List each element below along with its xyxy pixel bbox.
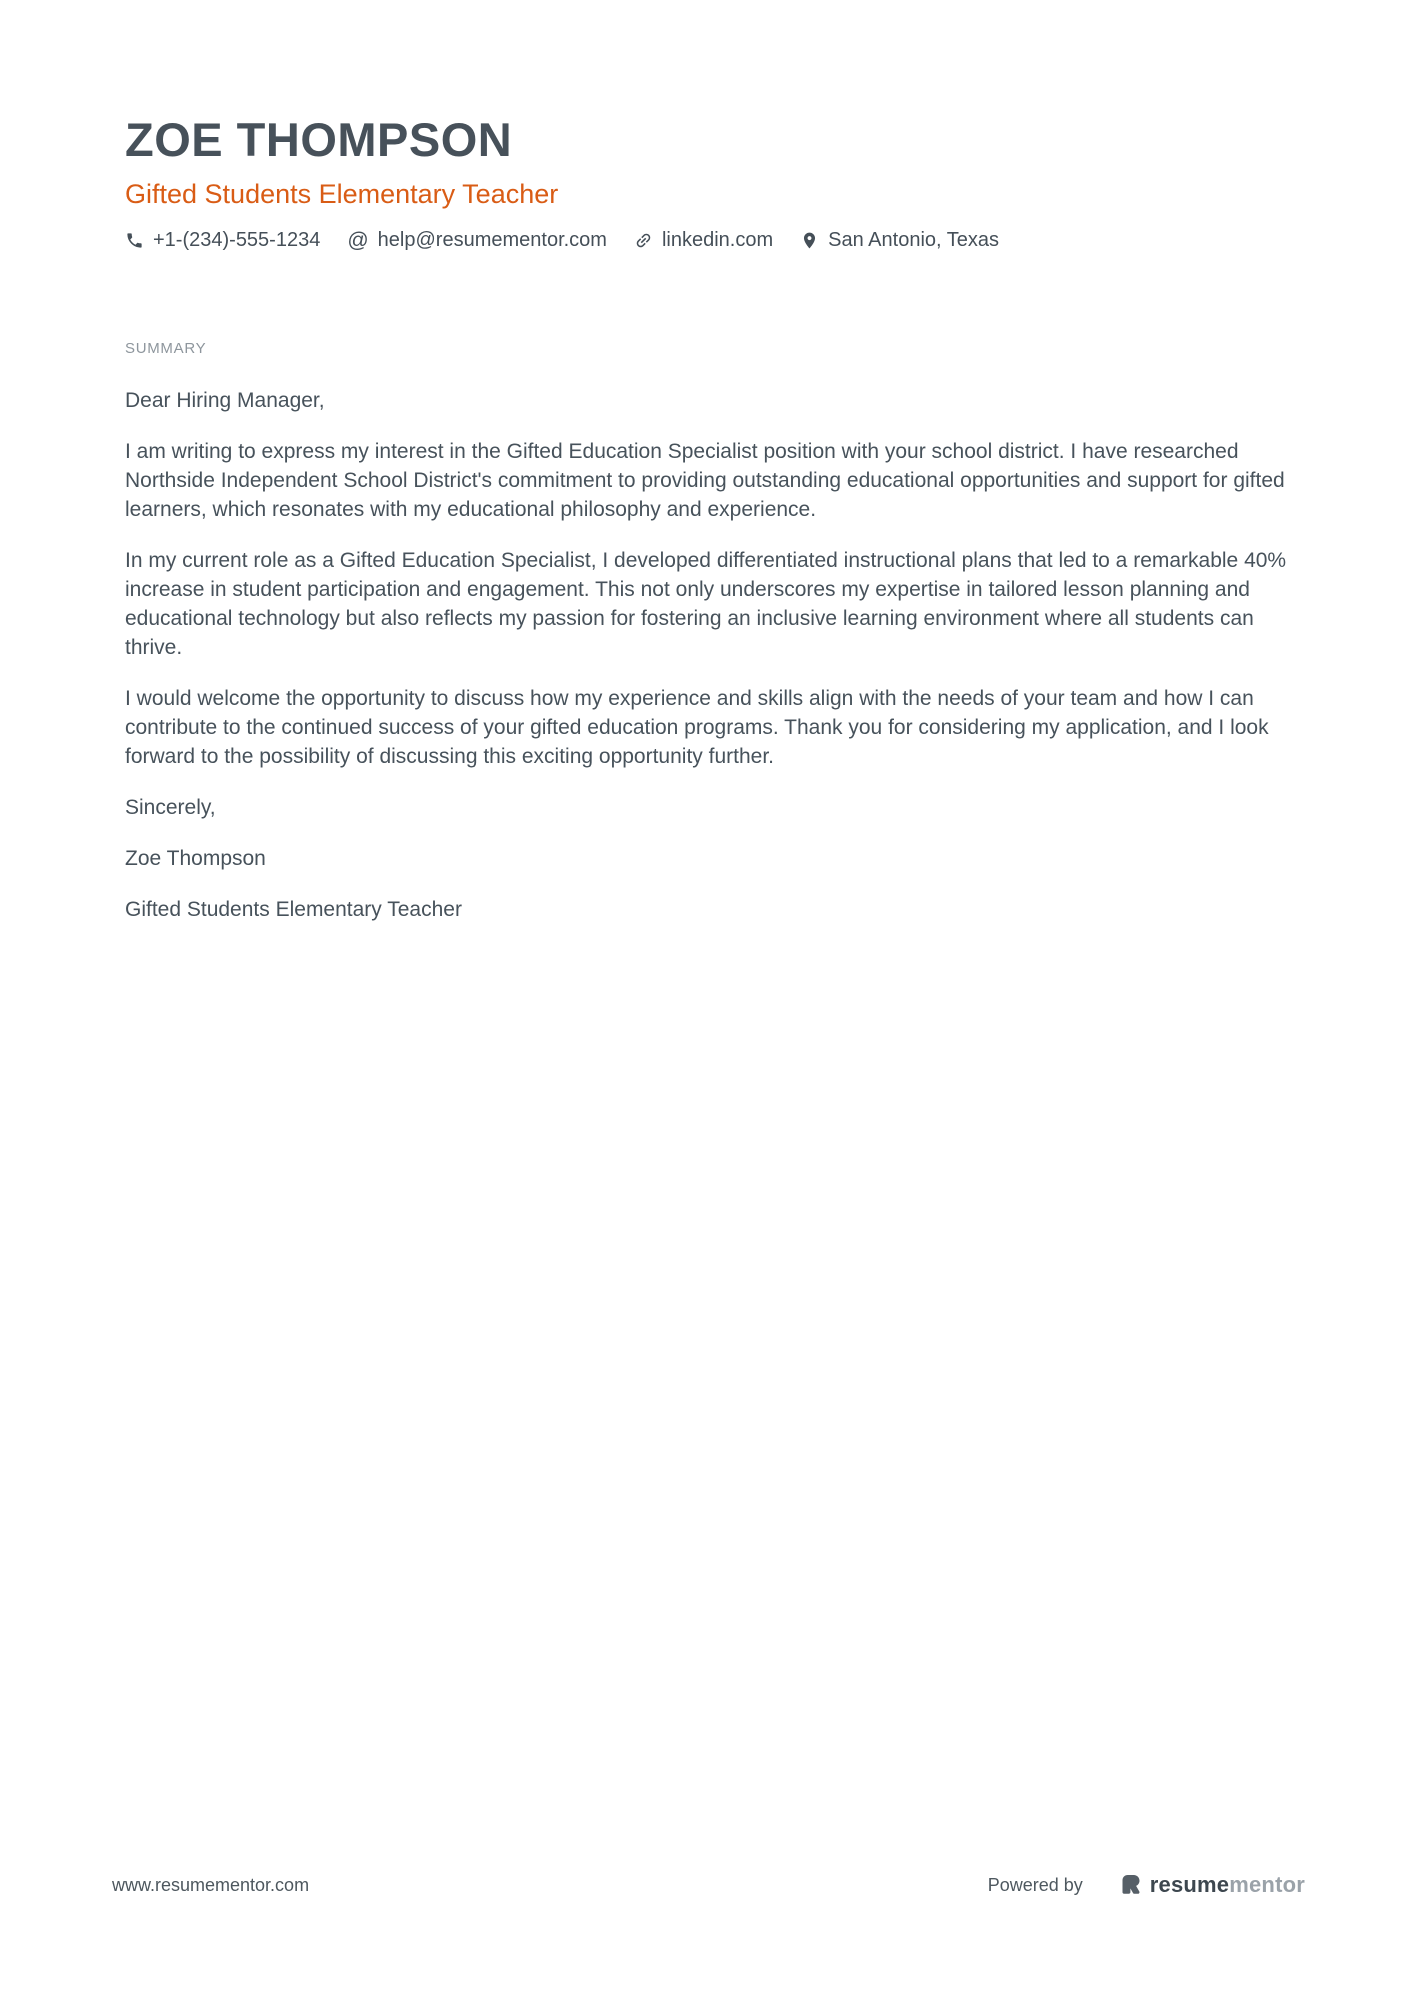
contact-email-text: help@resumementor.com xyxy=(377,229,607,252)
footer-website-url: www.resumementor.com xyxy=(112,1874,310,1895)
phone-icon xyxy=(125,231,144,250)
brand-wordmark xyxy=(1150,1872,1305,1898)
contact-location xyxy=(800,228,999,252)
job-title: Gifted Students Elementary Teacher xyxy=(125,179,559,210)
contact-location-text: San Antonio, Texas xyxy=(828,229,1000,252)
link-icon xyxy=(634,231,653,250)
contact-phone-text: +1-(234)-555-1234 xyxy=(153,229,321,252)
powered-by xyxy=(988,1872,1305,1898)
at-icon: @ xyxy=(347,228,369,252)
body-paragraph-1: I am writing to express my interest in the Gifted Education Specialist position with your school district. I have researched Northside Independent School District's commitment to providing outstanding educational opportunities and support for gifted learners, which resonates with my educational philosophy and experience. xyxy=(125,440,1285,522)
person-name: ZOE THOMPSON xyxy=(125,113,513,166)
closing: Sincerely, xyxy=(125,796,216,820)
body-paragraph-3: I would welcome the opportunity to discuss how my experience and skills align with the needs of your team and how I can contribute to the continued success of your gifted education programs. Thank you for considering my application, and I look forward to the possibility of discussing this exciting opportunity further. xyxy=(125,687,1269,769)
location-pin-icon xyxy=(800,231,819,250)
signature-title: Gifted Students Elementary Teacher xyxy=(125,898,462,922)
summary-section-label: SUMMARY xyxy=(125,340,207,358)
resumementor-brand xyxy=(1119,1872,1305,1898)
contact-linkedin xyxy=(634,228,773,252)
contact-row xyxy=(125,228,1300,252)
salutation: Dear Hiring Manager, xyxy=(125,389,325,413)
document-footer xyxy=(112,1872,1305,1898)
contact-phone xyxy=(125,228,320,252)
brand-wordmark-bold: resume xyxy=(1149,1872,1230,1897)
signature-name: Zoe Thompson xyxy=(125,847,266,871)
powered-by-label: Powered by xyxy=(987,1874,1083,1895)
body-paragraph-2: In my current role as a Gifted Education Specialist, I developed differentiated instructional plans that led to a remarkable 40% increase in student participation and engagement. This not only underscores my expertise in tailored lesson planning and educational technology but also reflects my passion for fostering an inclusive learning environment where all students can thrive. xyxy=(125,549,1287,660)
contact-linkedin-text: linkedin.com xyxy=(661,229,774,252)
contact-email xyxy=(347,228,607,252)
cover-letter-page xyxy=(0,0,1410,924)
resumementor-logo-icon xyxy=(1119,1873,1143,1897)
brand-wordmark-light: mentor xyxy=(1229,1872,1305,1897)
